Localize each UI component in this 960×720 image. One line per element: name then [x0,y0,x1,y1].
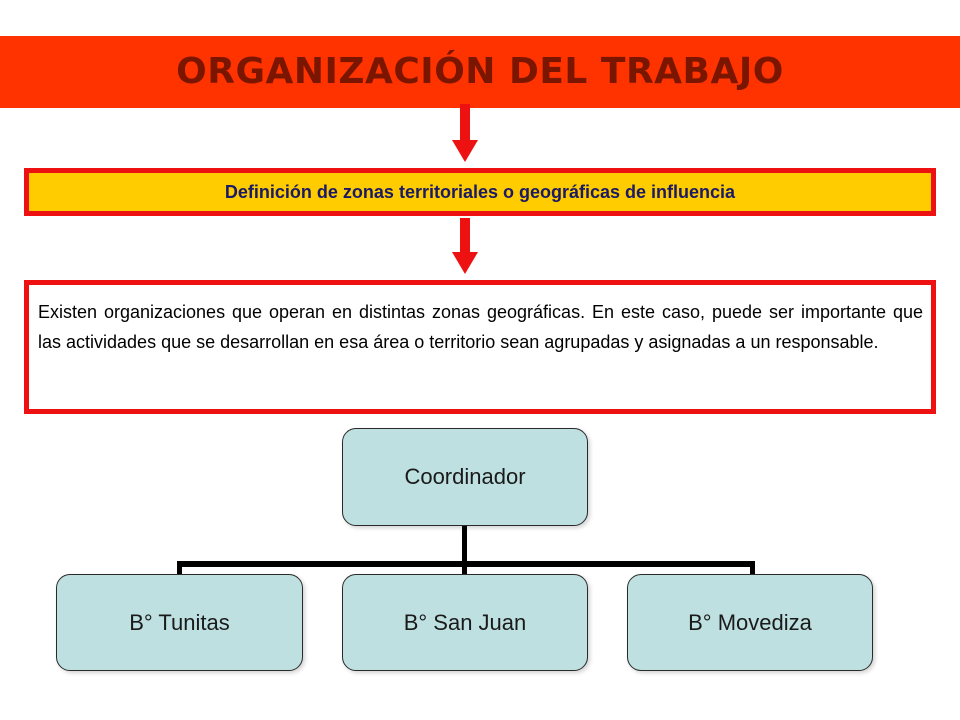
definition-text: Definición de zonas territoriales o geográficas de influencia [224,181,736,202]
connector-root-vertical [462,524,467,565]
connector-middle-drop [462,561,467,574]
org-node-child-label: B° San Juan [403,609,527,635]
connector-left-drop [177,561,182,574]
org-node-child [627,574,873,671]
org-node-child [56,574,303,671]
description-text: Existen organizaciones que operan en distintas zonas geográficas. En este caso, puede ser importante que las actividades que se desarrollan en esa área o territorio sean agrupadas y asignadas a un responsable. [38,302,923,352]
definition-box [24,168,936,216]
org-node-root [342,428,588,526]
description-box [24,280,936,414]
down-arrow-icon [452,104,478,162]
org-node-child-label: B° Movediza [688,609,812,635]
arrow-head [452,252,478,274]
arrow-shaft [460,104,470,142]
down-arrow-icon [452,218,478,274]
arrow-head [452,140,478,162]
connector-right-drop [750,561,755,574]
org-node-child-label: B° Tunitas [129,609,230,635]
org-node-root-label: Coordinador [404,464,526,489]
arrow-shaft [460,218,470,254]
page-title: ORGANIZACIÓN DEL TRABAJO [176,51,784,92]
org-node-child [342,574,588,671]
